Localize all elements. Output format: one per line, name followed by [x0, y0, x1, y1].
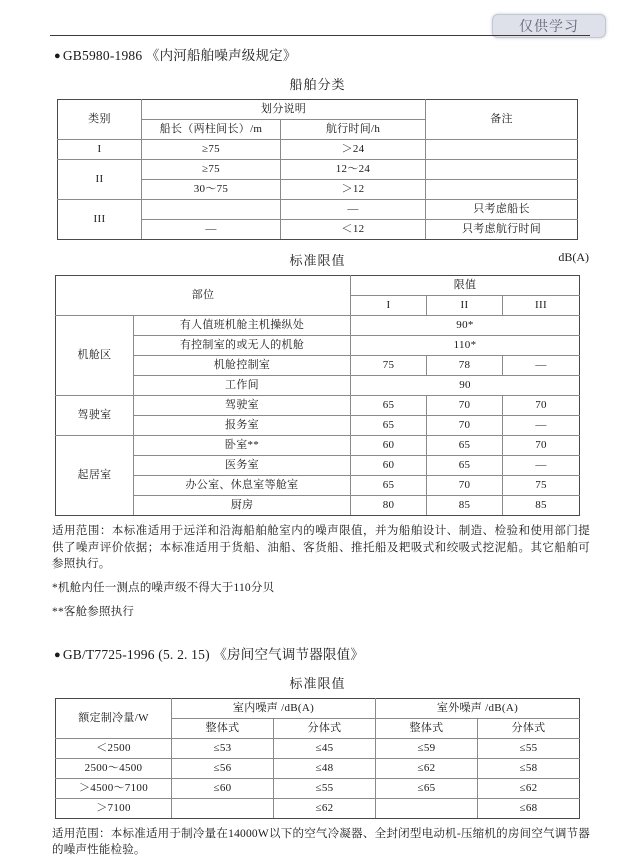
cell-indoor-integrated: ≤53	[172, 738, 274, 758]
table-row	[56, 798, 580, 818]
cell-ship-length: —	[141, 220, 280, 240]
table-row	[55, 316, 579, 336]
header-indoor-integrated: 整体式	[172, 718, 274, 738]
bullet-icon: ●	[54, 648, 61, 661]
header-rule	[50, 35, 590, 36]
cell-remark: 只考虑航行时间	[426, 220, 578, 240]
table2-title	[0, 250, 635, 269]
cell-limit-2: 70	[427, 416, 503, 436]
standard-heading-gb7725-text: GB/T7725-1996 (5. 2. 15) 《房间空气调节器限值》	[62, 646, 365, 662]
cell-limit-2: 78	[427, 356, 503, 376]
cell-limit-1: 65	[351, 476, 427, 496]
table-row	[55, 356, 579, 376]
cell-limit-2: 85	[427, 496, 503, 516]
cell-ship-length: ≥75	[141, 140, 280, 160]
header-limit: 限值	[351, 276, 580, 296]
cell-ship-length: ≥75	[141, 160, 280, 180]
bullet-icon: ●	[54, 50, 61, 62]
table-row	[56, 758, 580, 778]
cell-limit-1: 80	[351, 496, 427, 516]
cell-category: III	[57, 200, 141, 240]
cell-outdoor-split: ≤62	[478, 778, 580, 798]
cell-limit-2: 70	[427, 396, 503, 416]
air-conditioner-limit-table	[55, 698, 580, 819]
header-class-1: I	[351, 296, 427, 316]
cell-remark: 只考虑船长	[426, 200, 578, 220]
cell-category: I	[57, 140, 141, 160]
cell-limit-all: 90*	[351, 316, 580, 336]
standard-heading-gb5980	[54, 44, 635, 64]
cell-capacity: 2500～4500	[56, 758, 172, 778]
section-spacer	[0, 621, 635, 643]
cell-limit-1: 60	[351, 436, 427, 456]
table-row	[57, 160, 577, 180]
table1-title: 船舶分类	[289, 77, 346, 92]
table-row	[55, 496, 579, 516]
scope-note-gb5980	[52, 523, 590, 573]
cell-limit-1: 65	[351, 416, 427, 436]
cell-limit-3: 70	[503, 436, 580, 456]
cell-outdoor-split: ≤55	[478, 738, 580, 758]
cell-limit-3: —	[503, 456, 580, 476]
cell-indoor-integrated	[172, 798, 274, 818]
cell-indoor-integrated: ≤60	[172, 778, 274, 798]
scope-text: 本标准适用于远洋和沿海船舶舱室内的噪声限值，并为船舶设计、制造、检验和使用部门提供了噪声评价依据；本标准适用于货船、油船、客货船、推托船及耙吸式和绞吸式挖泥船。其它船舶可参照执行。	[52, 525, 591, 570]
cell-outdoor-split: ≤58	[478, 758, 580, 778]
cell-remark	[426, 140, 578, 160]
scope-label: 适用范围：	[52, 525, 112, 537]
table-header-row-1	[56, 698, 580, 718]
table-row	[57, 140, 577, 160]
header-category: 类别	[57, 100, 141, 140]
header-ship-length: 船长（两柱间长）/m	[141, 120, 280, 140]
header-indoor-split: 分体式	[274, 718, 376, 738]
footnote-1: *机舱内任一测点的噪声级不得大于110分贝	[52, 581, 275, 594]
cell-outdoor-integrated: ≤62	[376, 758, 478, 778]
cell-location-name: 卧室**	[133, 436, 350, 456]
cell-location-name: 工作间	[133, 376, 350, 396]
cell-location-name: 驾驶室	[133, 396, 350, 416]
cell-limit-3: 75	[503, 476, 580, 496]
cell-indoor-split: ≤55	[274, 778, 376, 798]
cell-group-name: 驾驶室	[55, 396, 133, 436]
cell-ship-length	[141, 200, 280, 220]
cell-outdoor-integrated: ≤59	[376, 738, 478, 758]
table-row	[56, 738, 580, 758]
table-row	[56, 778, 580, 798]
cell-indoor-split: ≤45	[274, 738, 376, 758]
cell-limit-3: —	[503, 416, 580, 436]
cell-location-name: 办公室、休息室等舱室	[133, 476, 350, 496]
table2-title-text: 标准限值	[289, 253, 346, 268]
header-outdoor-integrated: 整体式	[376, 718, 478, 738]
cell-limit-2: 65	[427, 436, 503, 456]
cell-capacity: ＞7100	[56, 798, 172, 818]
cell-voyage-time: —	[280, 200, 425, 220]
table2-unit: dB(A)	[558, 250, 589, 264]
header-class-3: III	[503, 296, 580, 316]
cell-indoor-split: ≤48	[274, 758, 376, 778]
cell-limit-all: 90	[351, 376, 580, 396]
cell-capacity: ＞4500～7100	[56, 778, 172, 798]
cell-location-name: 报务室	[133, 416, 350, 436]
cell-limit-3: 70	[503, 396, 580, 416]
table-row	[55, 476, 579, 496]
header-outdoor-noise: 室外噪声 /dB(A)	[376, 698, 580, 718]
table-row	[55, 396, 579, 416]
cell-group-name: 机舱区	[55, 316, 133, 396]
cell-capacity: ＜2500	[56, 738, 172, 758]
cell-limit-1: 75	[351, 356, 427, 376]
standard-heading-gb5980-text: GB5980-1986 《内河船舶噪声级规定》	[62, 48, 297, 63]
cell-voyage-time: ＞12	[280, 180, 425, 200]
cell-location-name: 有控制室的或无人的机舱	[133, 336, 350, 356]
cell-location-name: 机舱控制室	[133, 356, 350, 376]
cell-voyage-time: ＜12	[280, 220, 425, 240]
ship-classification-table	[57, 99, 578, 240]
footnote-2: **客舱参照执行	[52, 605, 135, 618]
table-header-row-1	[57, 100, 577, 120]
cell-limit-2: 70	[427, 476, 503, 496]
scope-text: 本标准适用于制冷量在14000W以下的空气冷凝器、全封闭型电动机-压缩机的房间空气调节器的噪声性能检验。	[52, 827, 591, 856]
scope-label: 适用范围：	[52, 827, 111, 840]
page-content	[0, 44, 635, 859]
cell-indoor-integrated: ≤56	[172, 758, 274, 778]
header-outdoor-split: 分体式	[478, 718, 580, 738]
standard-heading-gb7725	[54, 643, 635, 663]
cell-location-name: 医务室	[133, 456, 350, 476]
noise-limit-table	[55, 275, 580, 516]
header-criteria: 划分说明	[141, 100, 425, 120]
table-row	[55, 336, 579, 356]
cell-indoor-split: ≤62	[274, 798, 376, 818]
cell-voyage-time: 12～24	[280, 160, 425, 180]
header-remark: 备注	[426, 100, 578, 140]
header-class-2: II	[427, 296, 503, 316]
cell-limit-3: 85	[503, 496, 580, 516]
header-capacity: 额定制冷量/W	[56, 698, 172, 738]
table3-title: 标准限值	[289, 675, 346, 691]
header-voyage-time: 航行时间/h	[280, 120, 425, 140]
cell-location-name: 厨房	[133, 496, 350, 516]
cell-ship-length: 30～75	[141, 180, 280, 200]
header-location: 部位	[55, 276, 350, 316]
table-header-row-1	[55, 276, 579, 296]
cell-limit-2: 65	[427, 456, 503, 476]
cell-limit-all: 110*	[351, 336, 580, 356]
cell-remark	[426, 180, 578, 200]
table-row	[55, 436, 579, 456]
cell-limit-3: —	[503, 356, 580, 376]
cell-location-name: 有人值班机舱主机操纵处	[133, 316, 350, 336]
header-indoor-noise: 室内噪声 /dB(A)	[172, 698, 376, 718]
cell-limit-1: 60	[351, 456, 427, 476]
cell-remark	[426, 160, 578, 180]
cell-limit-1: 65	[351, 396, 427, 416]
cell-outdoor-integrated: ≤65	[376, 778, 478, 798]
cell-group-name: 起居室	[55, 436, 133, 516]
cell-voyage-time: ＞24	[280, 140, 425, 160]
cell-outdoor-split: ≤68	[478, 798, 580, 818]
table-row	[57, 200, 577, 220]
table-row	[55, 456, 579, 476]
table-row	[55, 416, 579, 436]
table-row	[55, 376, 579, 396]
scope-note-gb7725	[52, 826, 590, 859]
cell-outdoor-integrated	[376, 798, 478, 818]
watermark-text: 仅供学习	[519, 20, 579, 35]
cell-category: II	[57, 160, 141, 200]
